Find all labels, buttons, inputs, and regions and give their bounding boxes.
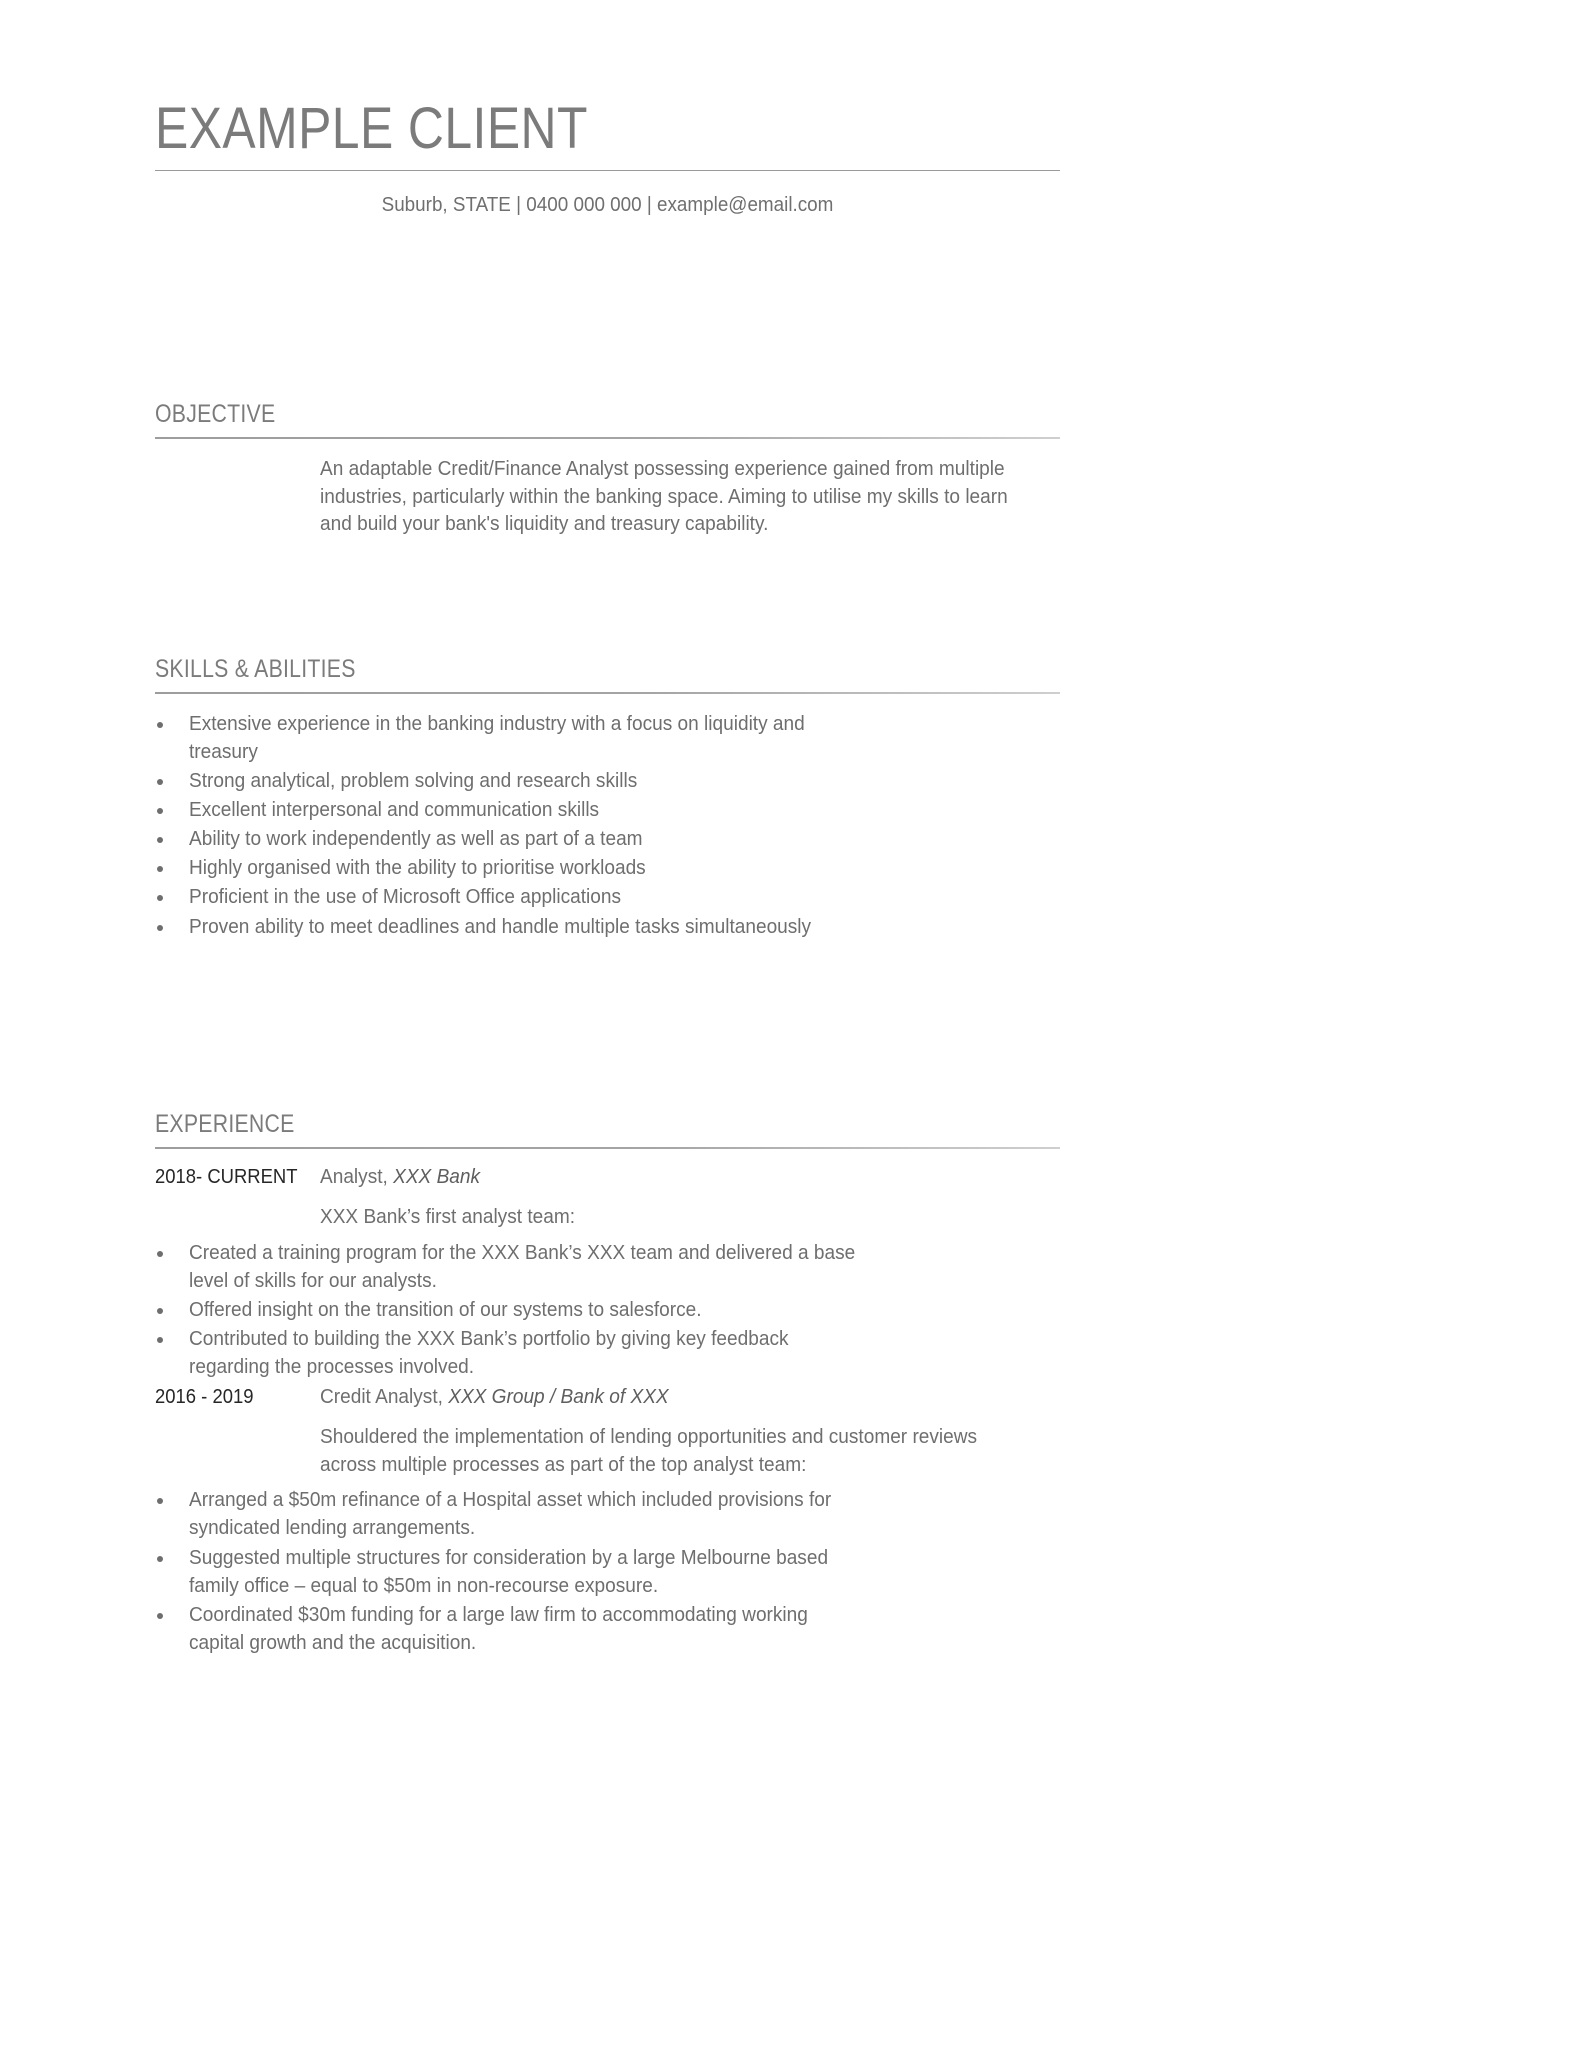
section-heading-experience: EXPERIENCE xyxy=(155,1110,295,1138)
skill-text: Excellent interpersonal and communication skills xyxy=(189,798,600,822)
list-item xyxy=(155,913,845,941)
experience-entry-header xyxy=(155,1385,1060,1415)
experience-company: XXX Bank xyxy=(393,1165,481,1188)
experience-bullet-text: Contributed to building the XXX Bank’s portfolio by giving key feedback regarding the processes involved. xyxy=(189,1326,789,1378)
list-item xyxy=(155,767,845,795)
page-title: EXAMPLE CLIENT xyxy=(155,96,588,161)
skill-text: Proven ability to meet deadlines and handle multiple tasks simultaneously xyxy=(189,914,812,938)
experience-bullet-text: Arranged a $50m refinance of a Hospital asset which included provisions for syndicated lending arrangements. xyxy=(189,1488,832,1540)
contact-info: Suburb, STATE | 0400 000 000 | example@email.com xyxy=(381,193,834,216)
skill-text: Ability to work independently as well as part of a team xyxy=(189,827,643,851)
section-heading-skills: SKILLS & ABILITIES xyxy=(155,655,356,683)
experience-dates: 2016 - 2019 xyxy=(155,1385,254,1409)
skill-text: Highly organised with the ability to prioritise workloads xyxy=(189,856,646,880)
section-objective xyxy=(155,400,1060,538)
list-item xyxy=(155,1601,865,1657)
experience-bullet-text: Created a training program for the XXX Bank’s XXX team and delivered a base level of skills for our analysts. xyxy=(189,1240,856,1292)
list-item xyxy=(155,1296,865,1324)
resume-header xyxy=(155,96,1060,217)
objective-body-block xyxy=(320,455,1020,538)
experience-bullet-text: Suggested multiple structures for consideration by a large Melbourne based family office – equal to $50m in non-recourse exposure. xyxy=(189,1545,829,1597)
list-item xyxy=(155,710,845,766)
experience-company: XXX Group / Bank of XXX xyxy=(448,1385,669,1409)
experience-job-title: Credit Analyst, xyxy=(320,1385,449,1409)
experience-role-line xyxy=(320,1385,669,1409)
skill-text: Strong analytical, problem solving and research skills xyxy=(189,769,638,793)
experience-entry xyxy=(155,1165,1060,1381)
list-item xyxy=(155,1325,865,1381)
experience-bullet-text: Coordinated $30m funding for a large law firm to accommodating working capital growth and the acquisition. xyxy=(189,1602,808,1654)
skills-list xyxy=(155,710,845,941)
experience-summary: XXX Bank’s first analyst team: xyxy=(320,1205,576,1228)
experience-job-title: Analyst, xyxy=(320,1165,394,1188)
experience-bullet-list xyxy=(155,1239,865,1381)
title-divider xyxy=(155,170,1060,171)
experience-bullet-text: Offered insight on the transition of our systems to salesforce. xyxy=(189,1297,702,1321)
list-item xyxy=(155,854,845,882)
experience-summary: Shouldered the implementation of lending opportunities and customer reviews across multiple processes as part of the top analyst team: xyxy=(320,1425,978,1476)
experience-entry xyxy=(155,1385,1060,1657)
objective-text: An adaptable Credit/Finance Analyst possessing experience gained from multiple industries, particularly within the banking space. Aiming to utilise my skills to learn and build your bank's liquidity and treasury capability. xyxy=(320,457,1008,536)
experience-role-line xyxy=(320,1165,480,1189)
section-skills xyxy=(155,655,1060,942)
list-item xyxy=(155,825,845,853)
list-item xyxy=(155,1239,865,1295)
section-heading-objective: OBJECTIVE xyxy=(155,400,276,428)
list-item xyxy=(155,1544,865,1600)
list-item xyxy=(155,1486,865,1542)
skill-text: Extensive experience in the banking industry with a focus on liquidity and treasury xyxy=(189,712,805,764)
experience-entry-header xyxy=(155,1165,1060,1195)
section-divider-skills xyxy=(155,692,1060,694)
experience-bullet-list xyxy=(155,1486,865,1656)
section-experience xyxy=(155,1110,1060,1661)
skill-text: Proficient in the use of Microsoft Office applications xyxy=(189,885,621,909)
list-item xyxy=(155,883,845,911)
experience-dates: 2018- CURRENT xyxy=(155,1165,298,1188)
section-divider-objective xyxy=(155,437,1060,439)
section-divider-experience xyxy=(155,1147,1060,1149)
list-item xyxy=(155,796,845,824)
